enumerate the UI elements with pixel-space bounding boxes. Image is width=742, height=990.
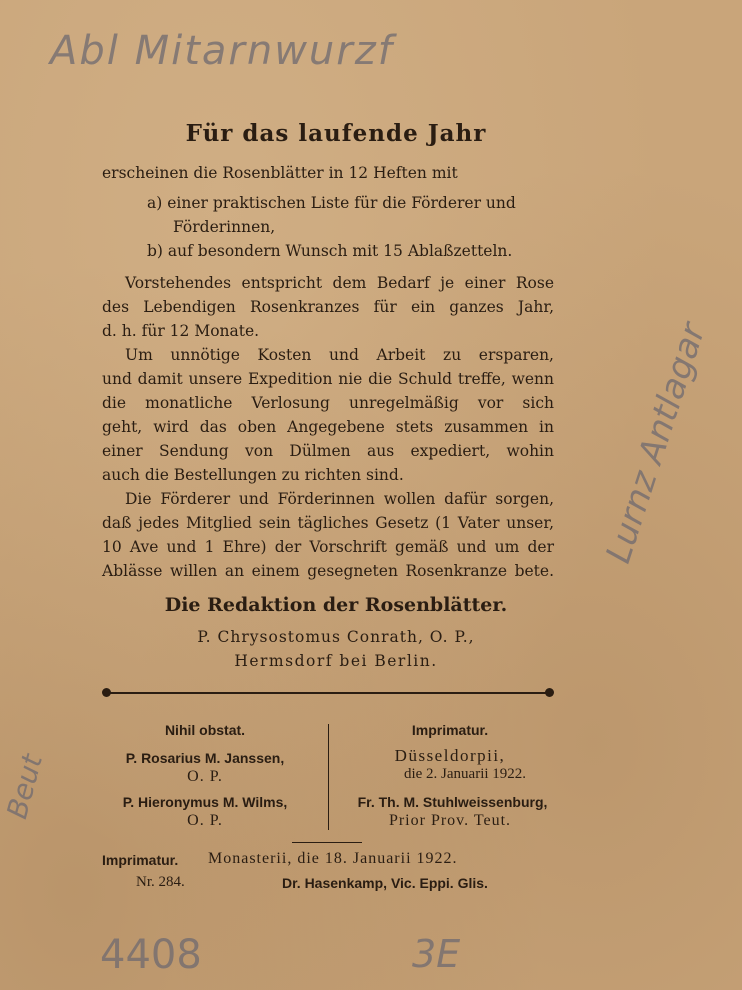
para3-line: Ablässe willen an einem gesegneten Rosenkranze bete. [102, 562, 554, 580]
footer-imprimatur-text: Monasterii, die 18. Januarii 1922. [208, 850, 458, 867]
list-item-a-cont: Förderinnen, [173, 218, 276, 236]
intro-line: erscheinen die Rosenblätter in 12 Heften mit [102, 164, 458, 182]
page-title: Für das laufende Jahr [185, 120, 487, 147]
para2-line: auch die Bestellungen zu richten sind. [102, 466, 404, 484]
censor-order-2: O. P. [187, 812, 223, 829]
imprimatur-date: die 2. Januarii 1922. [403, 766, 527, 782]
para2-line: geht, wird das oben Angegebene stets zusammen in [102, 418, 554, 436]
para2-line: Um unnötige Kosten und Arbeit zu ersparen, [125, 346, 554, 364]
divider-rule [106, 692, 550, 694]
nihil-obstat-heading: Nihil obstat. [164, 722, 246, 738]
list-item-a: a) einer praktischen Liste für die Förderer und [147, 194, 516, 212]
editor-name: P. Chrysostomus Conrath, O. P., [197, 628, 475, 646]
editor-place: Hermsdorf bei Berlin. [234, 652, 438, 670]
imprimatur-city: Düsseldorpii, [394, 746, 506, 765]
para3-line: daß jedes Mitglied sein tägliches Gesetz (1 Vater unser, [102, 514, 554, 532]
para1-line: d. h. für 12 Monate. [102, 322, 260, 340]
pencil-note-left: Beut [0, 750, 49, 823]
footer-imprimatur-label: Imprimatur. [102, 852, 179, 868]
pencil-note-right: Lurnz Antlagar [598, 318, 714, 568]
para2-line: einer Sendung von Dülmen aus expediert, wohin [102, 442, 554, 460]
list-item-b: b) auf besondern Wunsch mit 15 Ablaßzetteln. [147, 242, 513, 260]
rule-dot-right [545, 688, 554, 697]
footer-signer: Dr. Hasenkamp, Vic. Eppi. Glis. [282, 875, 488, 891]
para2-line: und damit unsere Expedition nie die Schuld treffe, wenn [102, 370, 554, 388]
censor-name-2: P. Hieronymus M. Wilms, [122, 794, 288, 810]
para1-line: Vorstehendes entspricht dem Bedarf je einer Rose [125, 274, 554, 292]
censor-name-1: P. Rosarius M. Janssen, [125, 750, 285, 766]
footer-divider [292, 842, 362, 843]
imprimatur-heading: Imprimatur. [411, 722, 489, 738]
pencil-number-bottom-mid: 3E [412, 932, 461, 976]
para2-line: die monatliche Verlosung unregelmäßig vor sich [102, 394, 554, 412]
para3-line: 10 Ave und 1 Ehre) der Vorschrift gemäß und um der [102, 538, 554, 556]
pencil-note-top: Abl Mitarnwurzf [50, 28, 394, 74]
footer-number: Nr. 284. [136, 874, 185, 890]
imprimatur-signer: Fr. Th. M. Stuhlweissenburg, [357, 794, 548, 810]
editorial-signature: Die Redaktion der Rosenblätter. [164, 594, 508, 616]
censor-order-1: O. P. [187, 768, 223, 785]
para1-line: des Lebendigen Rosenkranzes für ein ganzes Jahr, [102, 298, 554, 316]
pencil-number-bottom-left: 4408 [100, 932, 202, 978]
imprimatur-signer-title: Prior Prov. Teut. [388, 812, 512, 829]
approval-column-divider [328, 724, 329, 830]
para3-line: Die Förderer und Förderinnen wollen dafür sorgen, [125, 490, 554, 508]
